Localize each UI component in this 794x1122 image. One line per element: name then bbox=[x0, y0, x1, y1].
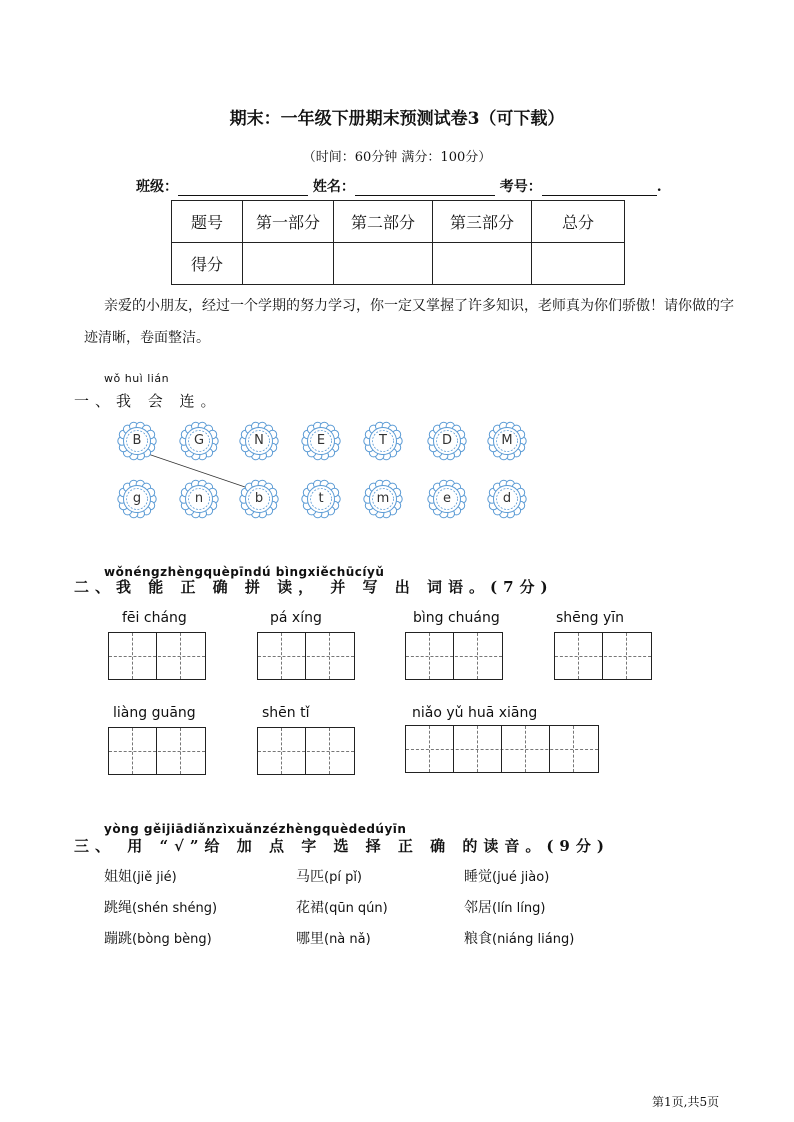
flower-top-E[interactable] bbox=[301, 421, 341, 461]
flower-letter: t bbox=[318, 491, 324, 506]
choice-pinyin: (niáng liáng) bbox=[492, 932, 575, 947]
choice-pinyin: (lín líng) bbox=[492, 901, 546, 916]
flower-top-N[interactable] bbox=[239, 421, 279, 461]
choice-word: 睡觉 bbox=[464, 869, 492, 885]
word-pinyin: pá xíng bbox=[270, 610, 322, 626]
choice-word: 邻居 bbox=[464, 900, 492, 916]
choice-pinyin: (jué jiào) bbox=[492, 870, 550, 885]
score-table-header-row bbox=[172, 201, 625, 243]
flower-bottom-d[interactable] bbox=[487, 479, 527, 519]
choice-word: 花裙 bbox=[296, 900, 324, 916]
flower-letter: d bbox=[502, 491, 512, 506]
choice-pinyin: (nà nǎ) bbox=[324, 932, 371, 947]
choice-item[interactable] bbox=[296, 866, 362, 886]
flower-letter: e bbox=[443, 491, 451, 506]
flower-letter: B bbox=[132, 433, 142, 448]
score-header-cell: 第三部分 bbox=[433, 201, 532, 243]
q1-pinyin: wǒ huì lián bbox=[104, 372, 170, 385]
flower-letter: M bbox=[501, 433, 513, 448]
choice-word: 粮食 bbox=[464, 931, 492, 947]
choice-word: 马匹 bbox=[296, 869, 324, 885]
choice-item[interactable] bbox=[296, 897, 388, 917]
flower-bottom-n[interactable] bbox=[179, 479, 219, 519]
choice-word: 姐姐 bbox=[104, 869, 132, 885]
score-header-cell: 题号 bbox=[172, 201, 243, 243]
flower-letter: n bbox=[194, 491, 204, 506]
q3-heading: 三、 用 “√”给 加 点 字 选 择 正 确 的读音。(9分) bbox=[74, 837, 610, 855]
writing-grid[interactable] bbox=[405, 632, 503, 680]
exam-subtitle: （时间：60分钟 满分：100分） bbox=[302, 150, 492, 165]
choice-item[interactable] bbox=[104, 928, 212, 948]
name-label: 姓名： bbox=[312, 179, 355, 195]
score-cell[interactable] bbox=[334, 243, 433, 285]
choice-pinyin: (pí pǐ) bbox=[324, 870, 363, 885]
flower-letter: g bbox=[132, 491, 142, 506]
word-pinyin: liàng guāng bbox=[113, 705, 196, 721]
score-table bbox=[171, 200, 625, 285]
flower-bottom-b[interactable] bbox=[239, 479, 279, 519]
flower-bottom-t[interactable] bbox=[301, 479, 341, 519]
score-cell[interactable] bbox=[532, 243, 625, 285]
exam-number-label: 考号： bbox=[499, 179, 542, 195]
q2-heading: 二、我 能 正 确 拼 读， 并 写 出 词语。(7分) bbox=[74, 578, 554, 596]
word-pinyin: shēng yīn bbox=[556, 610, 625, 626]
writing-grid[interactable] bbox=[257, 727, 355, 775]
flower-top-G[interactable] bbox=[179, 421, 219, 461]
flower-bottom-g[interactable] bbox=[117, 479, 157, 519]
choice-pinyin: (shén shéng) bbox=[132, 901, 218, 916]
flower-letter: b bbox=[254, 491, 264, 506]
choice-pinyin: (bòng bèng) bbox=[132, 932, 212, 947]
exam-number-blank[interactable] bbox=[542, 181, 657, 196]
choice-item[interactable] bbox=[104, 897, 217, 917]
writing-grid[interactable] bbox=[554, 632, 652, 680]
flower-top-D[interactable] bbox=[427, 421, 467, 461]
choice-item[interactable] bbox=[464, 897, 545, 917]
writing-grid[interactable] bbox=[405, 725, 599, 773]
choice-item[interactable] bbox=[104, 866, 177, 886]
intro-paragraph: 亲爱的小朋友，经过一个学期的努力学习，你一定又掌握了许多知识，老师真为你们骄傲！请你做的字迹清晰，卷面整洁。 bbox=[84, 298, 734, 346]
flower-letter: N bbox=[254, 433, 264, 448]
choice-pinyin: (jiě jié) bbox=[132, 870, 177, 885]
choice-word: 哪里 bbox=[296, 931, 324, 947]
q3-pinyin: yòng gěijiādiǎnzìxuǎnzézhèngquèdedúyīn bbox=[104, 822, 407, 836]
score-table-score-row bbox=[172, 243, 625, 285]
word-pinyin: bìng chuáng bbox=[413, 610, 500, 626]
exam-title: 期末：一年级下册期末预测试卷3（可下载） bbox=[229, 109, 565, 129]
flower-letter: T bbox=[379, 433, 387, 448]
flower-top-T[interactable] bbox=[363, 421, 403, 461]
flower-top-B[interactable] bbox=[117, 421, 157, 461]
score-header-cell: 第一部分 bbox=[243, 201, 334, 243]
flower-letter: D bbox=[441, 433, 452, 448]
flower-letter: G bbox=[193, 433, 205, 448]
flower-bottom-e[interactable] bbox=[427, 479, 467, 519]
page-footer: 第1页,共5页 bbox=[652, 1095, 720, 1109]
choice-word: 跳绳 bbox=[104, 900, 132, 916]
q2-pinyin: wǒnéngzhèngquèpīndú bìngxiěchūcíyǔ bbox=[104, 565, 385, 579]
score-header-cell: 总分 bbox=[532, 201, 625, 243]
choice-item[interactable] bbox=[464, 866, 549, 886]
score-header-cell: 第二部分 bbox=[334, 201, 433, 243]
choice-item[interactable] bbox=[464, 928, 574, 948]
score-cell[interactable] bbox=[243, 243, 334, 285]
score-row-label: 得分 bbox=[172, 243, 243, 285]
flower-letter: m bbox=[376, 491, 390, 506]
choice-word: 蹦跳 bbox=[104, 931, 132, 947]
word-pinyin: niǎo yǔ huā xiāng bbox=[412, 705, 538, 721]
choice-item[interactable] bbox=[296, 928, 371, 948]
choice-pinyin: (qūn qún) bbox=[324, 901, 388, 916]
q1-heading: 一、我 会 连。 bbox=[74, 392, 222, 410]
class-blank[interactable] bbox=[178, 181, 308, 196]
class-label: 班级： bbox=[136, 179, 178, 195]
flower-bottom-m[interactable] bbox=[363, 479, 403, 519]
writing-grid[interactable] bbox=[108, 727, 206, 775]
end-dot: . bbox=[656, 179, 662, 195]
word-pinyin: shēn tǐ bbox=[262, 705, 310, 721]
name-blank[interactable] bbox=[355, 181, 495, 196]
word-pinyin: fēi cháng bbox=[122, 610, 187, 626]
score-cell[interactable] bbox=[433, 243, 532, 285]
writing-grid[interactable] bbox=[108, 632, 206, 680]
flower-letter: E bbox=[316, 433, 326, 448]
writing-grid[interactable] bbox=[257, 632, 355, 680]
student-info-line bbox=[136, 176, 662, 196]
flower-top-M[interactable] bbox=[487, 421, 527, 461]
